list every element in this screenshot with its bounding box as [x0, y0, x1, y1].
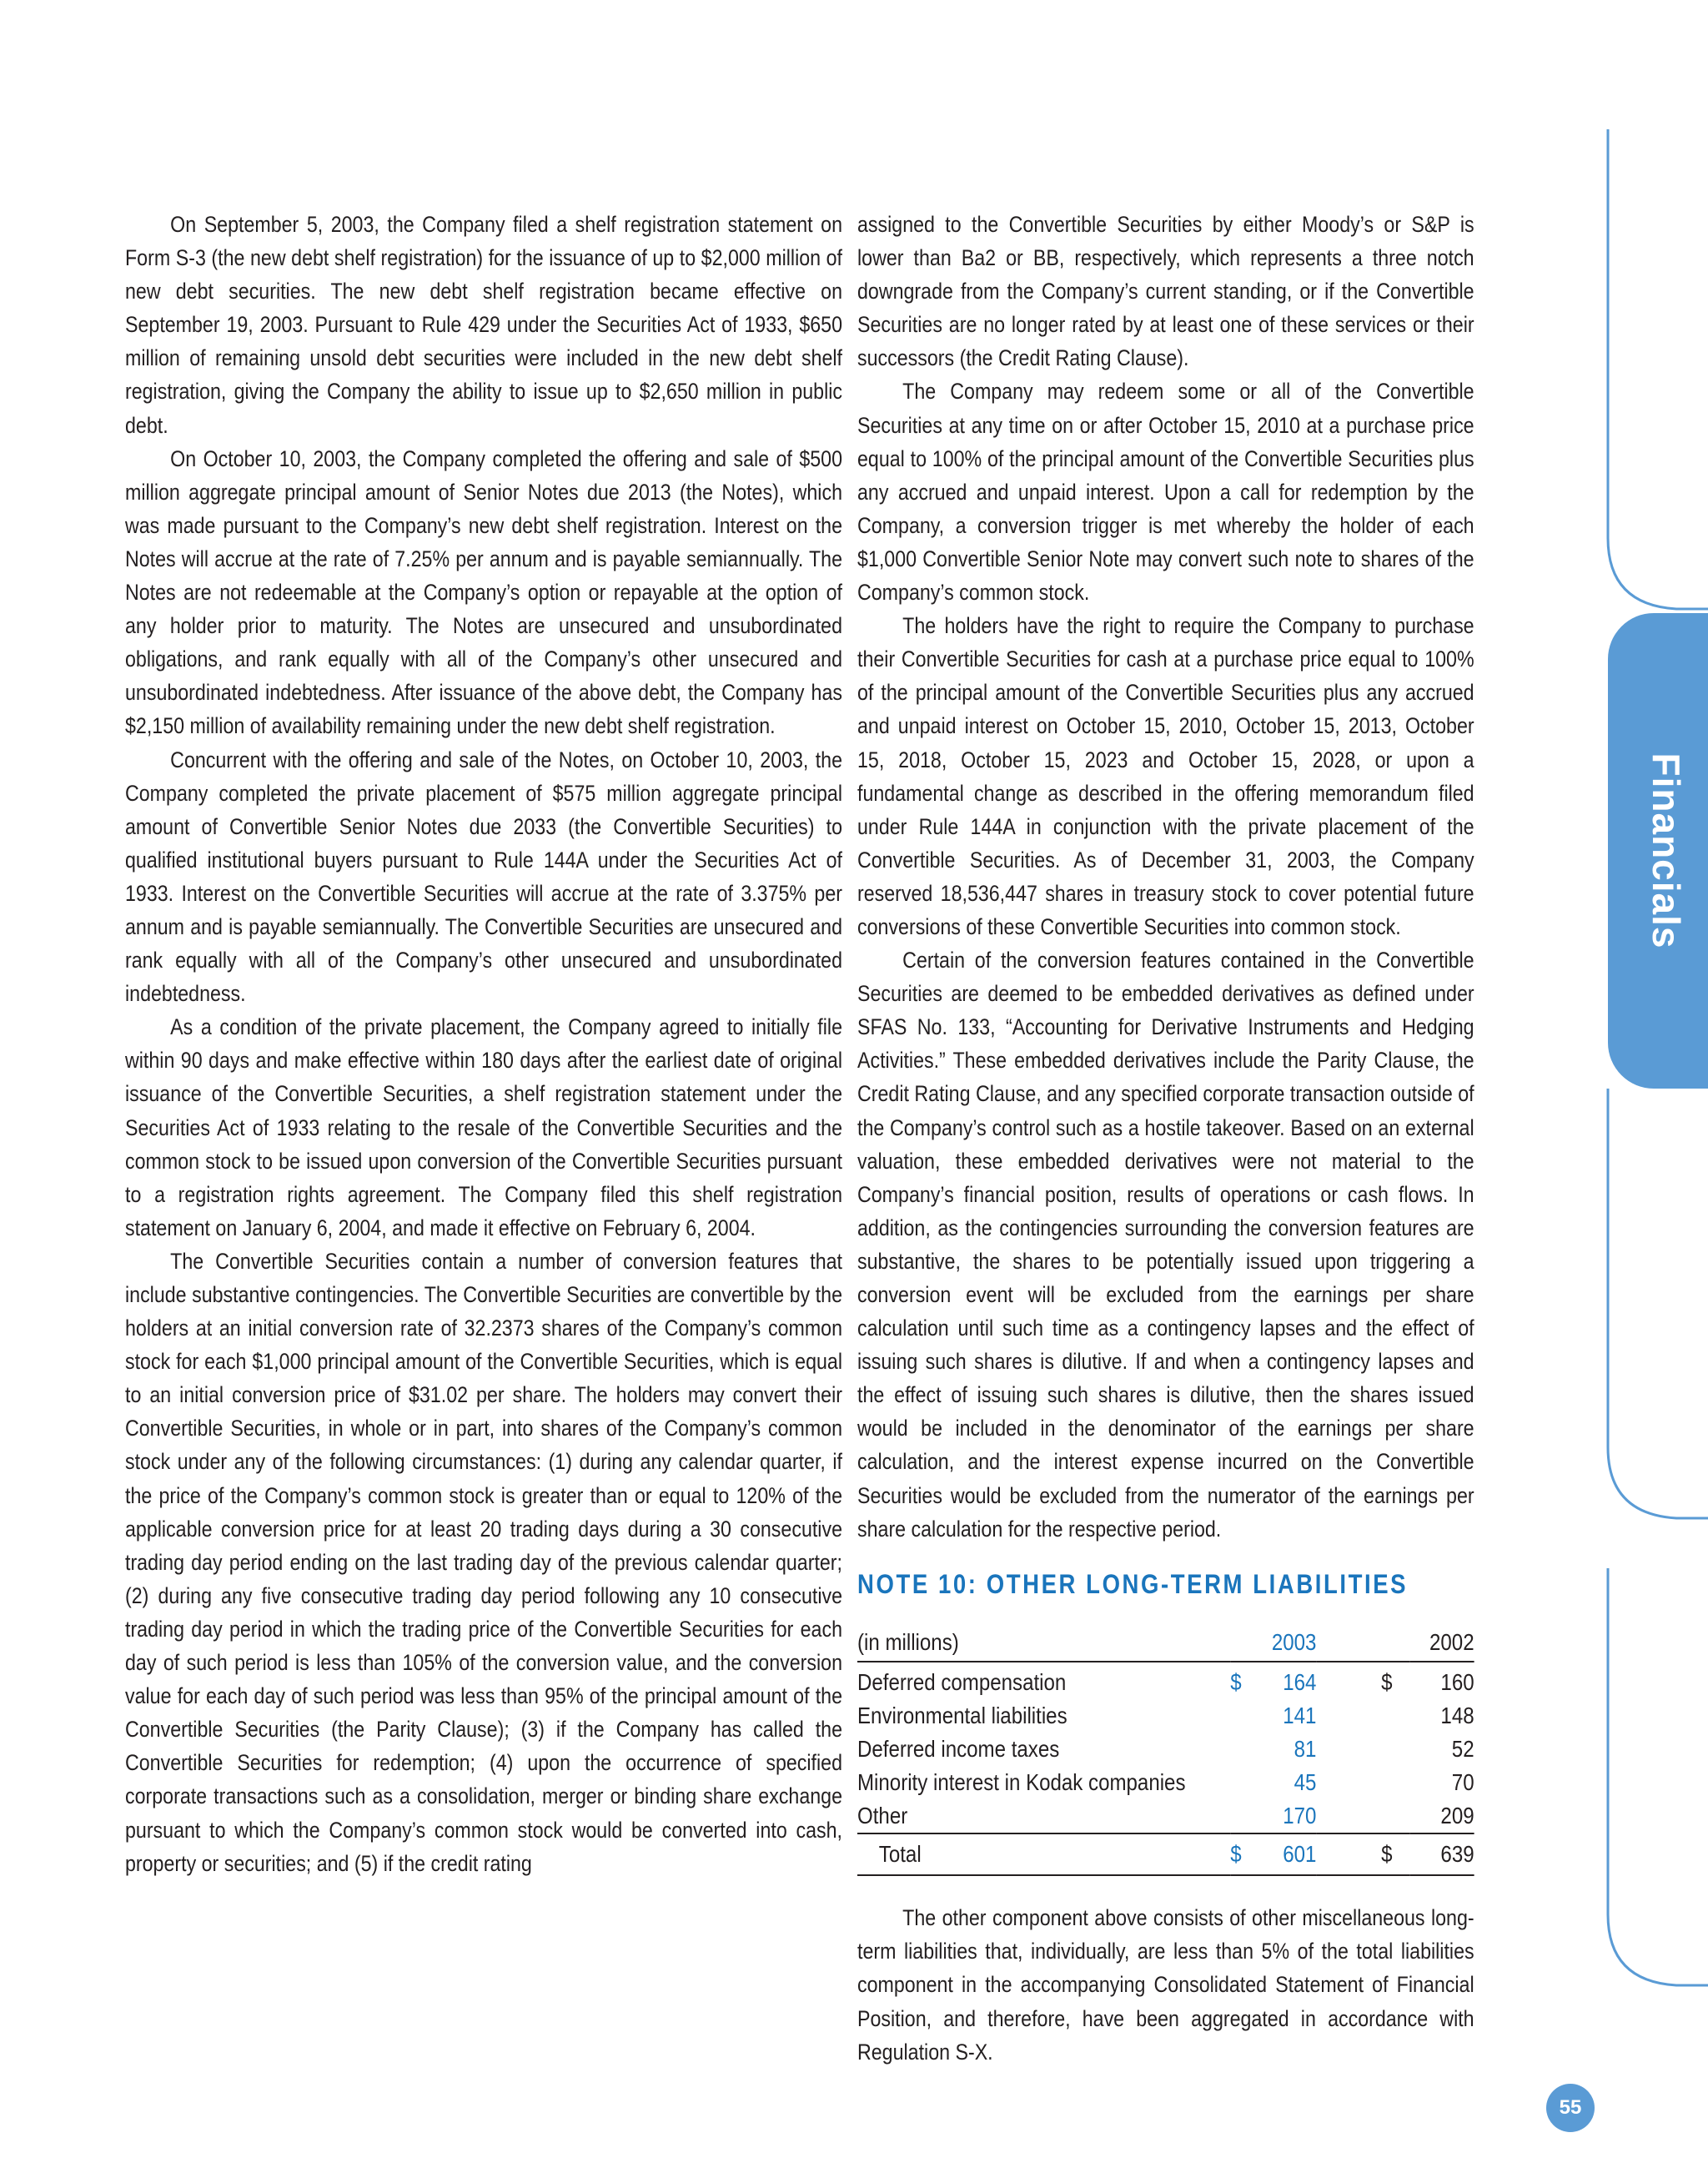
- left-column: [125, 208, 842, 1880]
- total-label: Total: [857, 1833, 1230, 1875]
- note-10-heading: NOTE 10: OTHER LONG-TERM LIABILITIES: [857, 1568, 1409, 1599]
- table-row: [857, 1662, 1474, 1699]
- total-2003: 601: [1252, 1833, 1316, 1875]
- currency-symbol: $: [1381, 1668, 1393, 1695]
- paragraph: On September 5, 2003, the Company filed a shelf registration statement on Form S-3 (the new debt shelf registration) for the issuance of up to $2,000 million of new debt securities. The new debt shelf registration became effective on September 19, 2003. Pursuant to Rule 429 under the Securities Act of 1933, $650 million of remaining unsold debt securities were included in the new debt shelf registration, giving the Company the ability to issue up to $2,650 million in public debt.: [125, 212, 842, 438]
- currency-symbol: $: [1230, 1833, 1252, 1875]
- paragraph: On October 10, 2003, the Company completed the offering and sale of $500 million aggregate principal amount of Senior Notes due 2013 (the Notes), which was made pursuant to the Company’s new debt shelf registration. Interest on the Notes will accrue at the rate of 7.25% per annum and is payable semiannually. The Notes are not redeemable at the Company’s option or repayable at the option of any holder prior to maturity. The Notes are unsecured and unsubordinated obligations, and rank equally with all of the Company’s other unsecured and unsubordinated indebtedness. After issuance of the above debt, the Company has $2,150 million of availability remaining under the new debt shelf registration.: [125, 445, 842, 739]
- paragraph: Concurrent with the offering and sale of the Notes, on October 10, 2003, the Company completed the private placement of $575 million aggregate principal amount of Convertible Senior Notes due 2033 (the Convertible Securities) to qualified institutional buyers pursuant to Rule 144A under the Securities Act of 1933. Interest on the Convertible Securities will accrue at the rate of 3.375% per annum and is payable semiannually. The Convertible Securities are unsecured and rank equally with all of the Company’s other unsecured and unsubordinated indebtedness.: [125, 747, 842, 1007]
- side-line-middle: [1608, 1089, 1708, 1518]
- value-2003: 81: [1294, 1735, 1317, 1762]
- page-number: 55: [1546, 2084, 1595, 2132]
- table-row: [857, 1799, 1474, 1833]
- value-2003: 164: [1283, 1668, 1317, 1695]
- side-line-top: [1608, 129, 1708, 609]
- paragraph: assigned to the Convertible Securities by either Moody’s or S&P is lower than Ba2 or BB, respectively, which represents a three notch downgrade from the Company’s current standing, or if the Convertible Securities are no longer rated by at least one of these services or their successors (the Credit Rating Clause).: [857, 212, 1474, 371]
- side-line-bottom: [1608, 1568, 1708, 1985]
- unit-label: (in millions): [857, 1624, 1230, 1662]
- paragraph: As a condition of the private placement, the Company agreed to initially file within 90 days and make effective within 180 days after the earliest date of original issuance of the Convertible Securities, a shelf registration statement under the Securities Act of 1933 relating to the resale of the Convertible Securities and the common stock to be issued upon conversion of the Convertible Securities pursuant to a registration rights agreement. The Company filed this shelf registration statement on January 6, 2004, and made it effective on February 6, 2004.: [125, 1014, 842, 1240]
- row-label: Minority interest in Kodak companies: [857, 1769, 1186, 1796]
- table-header-row: [857, 1624, 1474, 1662]
- table-total-row: [857, 1833, 1474, 1875]
- currency-symbol: $: [1230, 1668, 1242, 1695]
- value-2002: 52: [1451, 1735, 1474, 1762]
- value-2003: 45: [1294, 1769, 1317, 1796]
- value-2002: 209: [1440, 1803, 1474, 1829]
- column-header-2003: 2003: [1252, 1624, 1316, 1662]
- value-2002: 70: [1451, 1769, 1474, 1796]
- table-row: [857, 1699, 1474, 1733]
- total-2002: 639: [1409, 1833, 1474, 1875]
- table-row: [857, 1733, 1474, 1766]
- value-2003: 170: [1283, 1803, 1317, 1829]
- value-2002: 148: [1440, 1702, 1474, 1728]
- paragraph: The Convertible Securities contain a number of conversion features that include substantive contingencies. The Convertible Securities are convertible by the holders at an initial conversion rate of 32.2373 shares of the Company’s common stock for each $1,000 principal amount of the Convertible Securities, which is equal to an initial conversion price of $31.02 per share. The holders may convert their Convertible Securities, in whole or in part, into shares of the Company’s common stock under any of the following circumstances: (1) during any calendar quarter, if the price of the Company’s common stock is greater than or equal to 120% of the applicable conversion price for at least 20 trading days during a 30 consecutive trading day period ending on the last trading day of the previous calendar quarter; (2) during any five consecutive trading day period following any 10 consecutive trading day period in which the trading price of the Convertible Securities for each day of such period is less than 105% of the conversion value, and the conversion value for each day of such period was less than 95% of the principal amount of the Convertible Securities (the Parity Clause); (3) if the Company has called the Convertible Securities for redemption; (4) upon the occurrence of specified corporate transactions such as a consolidation, merger or binding share exchange pursuant to which the Company’s common stock would be converted into cash, property or securities; and (5) if the credit rating: [125, 1248, 842, 1876]
- value-2002: 160: [1440, 1668, 1474, 1695]
- paragraph: The other component above consists of other miscellaneous long-term liabilities that, individually, are less than 5% of the total liabilities component in the accompanying Consolidated Statement of Financial Position, and therefore, have been aggregated in accordance with Regulation S-X.: [857, 1905, 1474, 2065]
- row-label: Deferred income taxes: [857, 1735, 1060, 1762]
- table-row: [857, 1766, 1474, 1799]
- row-label: Deferred compensation: [857, 1668, 1067, 1695]
- currency-symbol: $: [1316, 1833, 1409, 1875]
- paragraph: The holders have the right to require the Company to purchase their Convertible Securities for cash at a purchase price equal to 100% of the principal amount of the Convertible Securities plus any accrued and unpaid interest on October 15, 2010, October 15, 2013, October 15, 2018, October 15, 2023 and October 15, 2028, or upon a fundamental change as described in the offering memorandum filed under Rule 144A in conjunction with the private placement of the Convertible Securities. As of December 31, 2003, the Company reserved 18,536,447 shares in treasury stock to cover potential future conversions of these Convertible Securities into common stock.: [857, 613, 1474, 939]
- value-2003: 141: [1283, 1702, 1317, 1728]
- section-tab-label: Financials: [1645, 752, 1688, 949]
- row-label: Environmental liabilities: [857, 1702, 1068, 1728]
- paragraph: The Company may redeem some or all of the Convertible Securities at any time on or after October 15, 2010 at a purchase price equal to 100% of the principal amount of the Convertible Securities plus any accrued and unpaid interest. Upon a call for redemption by the Company, a conversion trigger is met whereby the holder of each $1,000 Convertible Senior Note may convert such note to shares of the Company’s common stock.: [857, 379, 1474, 606]
- paragraph: Certain of the conversion features contained in the Convertible Securities are deemed to be embedded derivatives as defined under SFAS No. 133, “Accounting for Derivative Instruments and Hedging Activities.” These embedded derivatives include the Parity Clause, the Credit Rating Clause, and any specified corporate transaction outside of the Company’s control such as a hostile takeover. Based on an external valuation, these embedded derivatives were not material to the Company’s financial position, results of operations or cash flows. In addition, as the contingencies surrounding the conversion features are substantive, the shares to be potentially issued upon triggering a conversion event will be excluded from the earnings per share calculation until such time as a contingency lapses and the effect of issuing such shares is dilutive. If and when a contingency lapses and the effect of issuing such shares is dilutive, then the shares issued would be included in the denominator of the earnings per share calculation, and the interest expense incurred on the Convertible Securities would be excluded from the numerator of the earnings per share calculation for the respective period.: [857, 948, 1474, 1542]
- right-column: [857, 208, 1474, 2069]
- liabilities-table: [857, 1624, 1474, 1876]
- side-decoration: [1601, 129, 1708, 2048]
- row-label: Other: [857, 1803, 908, 1829]
- column-header-2002: 2002: [1409, 1624, 1474, 1662]
